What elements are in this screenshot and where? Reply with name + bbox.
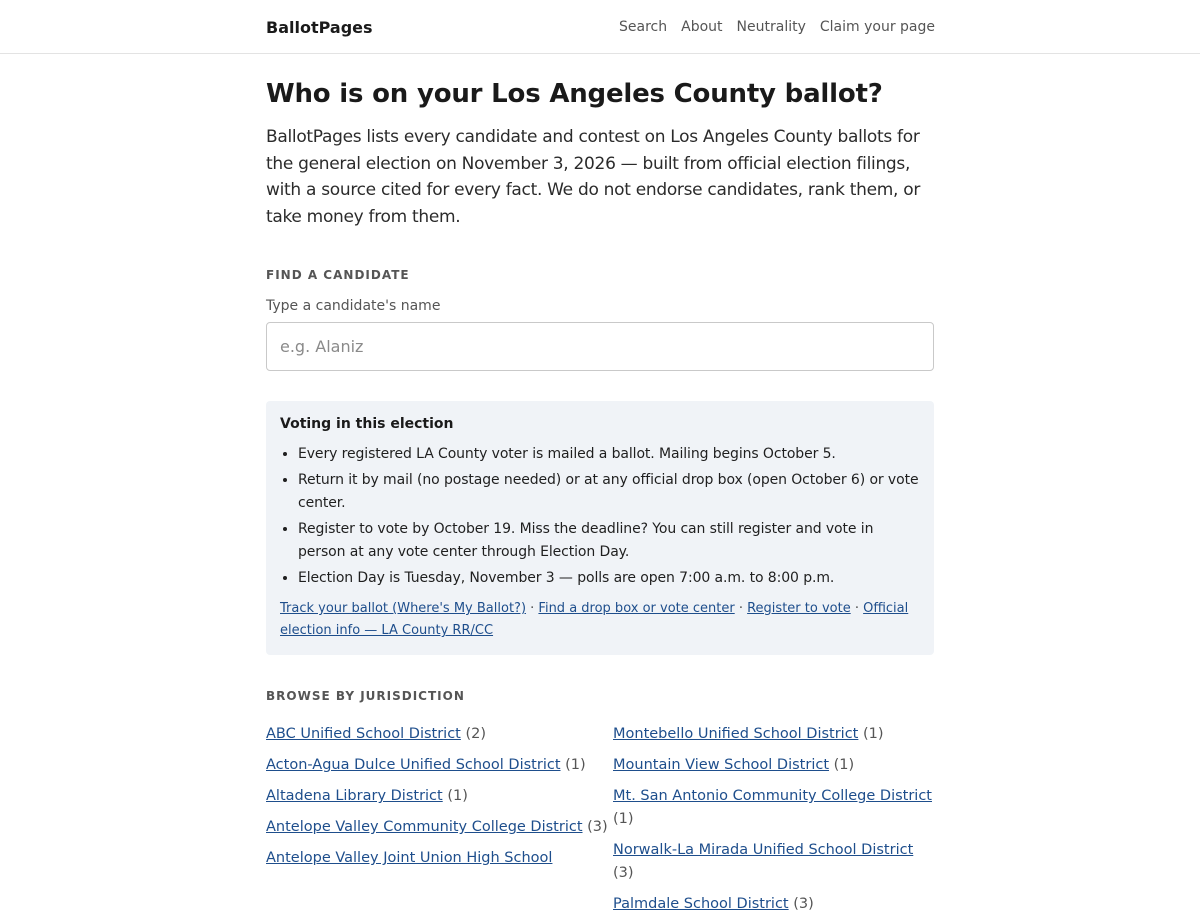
voting-info-item: • Election Day is Tuesday, November 3 — polls are open 7:00 a.m. to 8:00 p.m. — [298, 567, 920, 590]
jurisdiction-link[interactable]: Antelope Valley Joint Union High School — [266, 850, 553, 866]
jurisdiction-link[interactable]: ABC Unified School District — [266, 726, 461, 742]
jurisdiction-link[interactable]: Antelope Valley Community College District — [266, 819, 583, 835]
voting-info-item: • Register to vote by October 19. Miss the deadline? You can still register and vote in person at any vote center through Election Day. — [298, 518, 920, 564]
jurisdiction-column-left — [266, 723, 613, 924]
nav-link-search[interactable]: Search — [619, 19, 668, 35]
jurisdiction-grid — [266, 723, 935, 924]
jurisdiction-count: (3) — [613, 865, 634, 881]
voting-links — [280, 598, 920, 642]
link-separator: · — [526, 601, 539, 616]
jurisdiction-count: (2) — [465, 726, 487, 742]
jurisdiction-link[interactable]: Montebello Unified School District — [613, 726, 859, 742]
jurisdiction-link[interactable]: Mt. San Antonio Community College District — [613, 788, 932, 804]
find-candidate-heading: FIND A CANDIDATE — [266, 268, 410, 282]
list-item — [266, 816, 613, 839]
voting-info-list — [280, 443, 920, 590]
nav-link-about[interactable]: About — [681, 19, 723, 35]
top-bar-inner — [266, 0, 935, 54]
jurisdiction-column-right — [613, 723, 935, 924]
top-bar — [0, 0, 1200, 54]
drop-box-link[interactable]: Find a drop box or vote center — [538, 601, 735, 616]
link-separator: · — [734, 601, 748, 616]
list-item — [266, 754, 613, 777]
main-nav — [619, 19, 935, 35]
jurisdiction-count: (1) — [833, 757, 855, 773]
voting-info-item: • Return it by mail (no postage needed) or at any official drop box (open October 6) or vote center. — [298, 469, 920, 515]
page-title: Who is on your Los Angeles County ballot? — [266, 79, 883, 109]
list-item — [266, 847, 613, 870]
jurisdiction-link[interactable]: Norwalk-La Mirada Unified School District — [613, 842, 914, 858]
list-item — [613, 839, 935, 885]
jurisdiction-count: (1) — [447, 788, 468, 804]
jurisdiction-link[interactable]: Mountain View School District — [613, 757, 830, 773]
main-content — [266, 78, 935, 924]
register-to-vote-link[interactable]: Register to vote — [747, 601, 851, 616]
link-separator: · — [850, 601, 864, 616]
track-ballot-link[interactable]: Track your ballot (Where's My Ballot?) — [280, 601, 527, 616]
jurisdiction-link[interactable]: Palmdale School District — [613, 896, 789, 912]
jurisdiction-link[interactable]: Acton-Agua Dulce Unified School District — [266, 757, 561, 773]
intro-paragraph: BallotPages lists every candidate and contest on Los Angeles County ballots for the general election on November 3, 2026 — built from official election filings, with a source cited for every fact. We do not endorse candidates, rank them, or take money from them. — [266, 127, 921, 227]
jurisdiction-link[interactable]: Altadena Library District — [266, 788, 443, 804]
jurisdiction-count: (1) — [862, 726, 884, 742]
list-item — [613, 723, 935, 746]
browse-jurisdiction-heading: BROWSE BY JURISDICTION — [266, 689, 465, 703]
jurisdiction-count: (3) — [587, 819, 608, 835]
voting-info-item: • Every registered LA County voter is mailed a ballot. Mailing begins October 5. — [298, 443, 920, 466]
voting-info-title: Voting in this election — [280, 416, 454, 432]
list-item — [613, 893, 935, 916]
nav-link-claim-page[interactable]: Claim your page — [819, 19, 935, 35]
jurisdiction-count: (3) — [793, 896, 814, 912]
list-item — [613, 785, 935, 831]
search-label: Type a candidate's name — [266, 298, 441, 314]
candidate-search-input[interactable] — [266, 322, 934, 371]
list-item — [613, 754, 935, 777]
voting-info-box — [266, 401, 934, 655]
list-item — [266, 723, 613, 746]
nav-link-neutrality[interactable]: Neutrality — [736, 19, 806, 35]
official-election-info-link[interactable]: Official election info — LA County RR/CC — [280, 601, 909, 638]
brand-logo-link[interactable]: BallotPages — [266, 17, 373, 37]
jurisdiction-count: (1) — [565, 757, 586, 773]
jurisdiction-count: (1) — [613, 811, 634, 827]
list-item — [266, 785, 613, 808]
